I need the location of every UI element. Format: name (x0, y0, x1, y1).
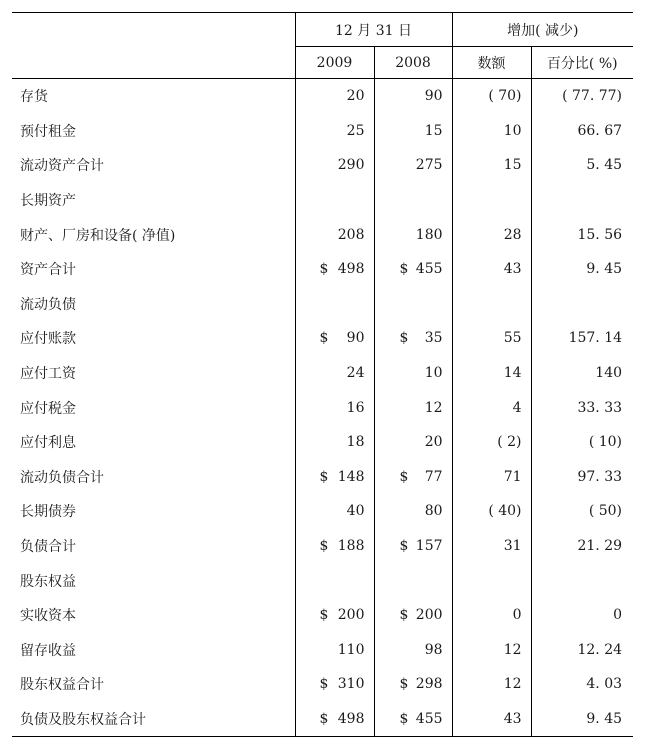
value-2009: 90 (346, 330, 365, 347)
value-2008: 455 (415, 710, 443, 727)
cell-change-percent: 9. 45 (531, 252, 633, 287)
cell-2009 (295, 287, 374, 322)
header-change-group: 增加( 减少) (452, 13, 633, 47)
cell-change-percent (531, 563, 633, 598)
value-2009: 25 (346, 122, 365, 139)
cell-change-percent: 66. 67 (531, 114, 633, 149)
table-row (12, 252, 633, 287)
cell-change-amount: 31 (452, 529, 531, 564)
value-2008: 10 (424, 365, 443, 382)
cell-2009 (295, 529, 374, 564)
cell-change-amount: ( 40) (452, 494, 531, 529)
cell-change-percent: 157. 14 (531, 321, 633, 356)
table-row (12, 183, 633, 218)
cell-2009 (295, 321, 374, 356)
currency-symbol: $ (319, 676, 329, 693)
value-2009: 200 (337, 607, 365, 624)
value-2009: 498 (337, 261, 365, 278)
currency-symbol: $ (399, 676, 409, 693)
cell-2009 (295, 390, 374, 425)
balance-sheet (12, 12, 633, 737)
cell-change-amount (452, 287, 531, 322)
cell-change-percent: 9. 45 (531, 702, 633, 737)
table-row (12, 356, 633, 391)
row-label: 流动负债合计 (20, 469, 104, 486)
currency-symbol: $ (399, 468, 409, 485)
header-2009: 2009 (295, 47, 374, 79)
cell-change-amount: 12 (452, 667, 531, 702)
row-label: 股东权益 (20, 573, 76, 590)
cell-2009 (295, 148, 374, 183)
row-label: 应付税金 (20, 400, 76, 417)
row-label: 长期债券 (20, 504, 76, 521)
cell-2009 (295, 252, 374, 287)
table-header (12, 13, 633, 79)
currency-symbol: $ (319, 538, 329, 555)
cell-2009 (295, 425, 374, 460)
value-2008: 98 (424, 641, 443, 658)
table-row (12, 287, 633, 322)
cell-change-amount: 43 (452, 252, 531, 287)
cell-2009 (295, 633, 374, 668)
cell-change-percent: 5. 45 (531, 148, 633, 183)
table-row (12, 79, 633, 114)
table-row (12, 667, 633, 702)
table-row (12, 425, 633, 460)
cell-2008 (374, 529, 452, 564)
row-label: 应付利息 (20, 435, 76, 452)
value-2009: 110 (337, 641, 365, 658)
comparative-balance-table (12, 12, 633, 737)
cell-2008 (374, 633, 452, 668)
cell-change-percent: 12. 24 (531, 633, 633, 668)
cell-change-amount: 43 (452, 702, 531, 737)
value-2008: 180 (415, 226, 443, 243)
cell-change-amount: 15 (452, 148, 531, 183)
value-2009: 208 (337, 226, 365, 243)
cell-2008 (374, 563, 452, 598)
cell-change-amount (452, 183, 531, 218)
cell-2009 (295, 667, 374, 702)
table-row (12, 494, 633, 529)
cell-2008 (374, 148, 452, 183)
row-label: 留存收益 (20, 642, 76, 659)
currency-symbol: $ (399, 261, 409, 278)
value-2009: 148 (337, 468, 365, 485)
cell-2009 (295, 356, 374, 391)
table-row (12, 633, 633, 668)
cell-change-percent: ( 50) (531, 494, 633, 529)
cell-2009 (295, 460, 374, 495)
row-label: 流动负债 (20, 296, 76, 313)
value-2009: 290 (337, 157, 365, 174)
row-label: 流动资产合计 (20, 158, 104, 175)
cell-change-percent: 4. 03 (531, 667, 633, 702)
cell-2009 (295, 114, 374, 149)
value-2008: 275 (415, 157, 443, 174)
cell-2009 (295, 79, 374, 114)
value-2008: 80 (424, 503, 443, 520)
header-date-group: 12 月 31 日 (295, 13, 452, 47)
value-2008: 35 (424, 330, 443, 347)
currency-symbol: $ (319, 607, 329, 624)
row-label: 长期资产 (20, 193, 76, 210)
cell-change-percent: 33. 33 (531, 390, 633, 425)
value-2008: 15 (424, 122, 443, 139)
cell-2008 (374, 287, 452, 322)
cell-change-percent: 21. 29 (531, 529, 633, 564)
header-blank (12, 13, 295, 47)
currency-symbol: $ (319, 468, 329, 485)
table-row (12, 390, 633, 425)
table-row (12, 217, 633, 252)
currency-symbol: $ (319, 710, 329, 727)
value-2008: 20 (424, 434, 443, 451)
table-row (12, 529, 633, 564)
cell-change-percent: 140 (531, 356, 633, 391)
table-row (12, 114, 633, 149)
cell-2009 (295, 217, 374, 252)
cell-change-percent: 97. 33 (531, 460, 633, 495)
cell-change-percent (531, 183, 633, 218)
table-row (12, 702, 633, 737)
value-2008: 455 (415, 261, 443, 278)
cell-change-amount: 0 (452, 598, 531, 633)
value-2009: 24 (346, 365, 365, 382)
currency-symbol: $ (399, 607, 409, 624)
header-blank-2 (12, 47, 295, 79)
value-2009: 40 (346, 503, 365, 520)
cell-2008 (374, 356, 452, 391)
value-2009: 20 (346, 88, 365, 105)
cell-change-amount: 55 (452, 321, 531, 356)
header-percent: 百分比( %) (531, 47, 633, 79)
value-2008: 90 (424, 88, 443, 105)
cell-2009 (295, 494, 374, 529)
cell-change-amount (452, 563, 531, 598)
cell-change-amount: 14 (452, 356, 531, 391)
row-label: 负债合计 (20, 539, 76, 556)
cell-change-amount: ( 70) (452, 79, 531, 114)
row-label: 应付工资 (20, 366, 76, 383)
currency-symbol: $ (399, 330, 409, 347)
value-2009: 16 (346, 399, 365, 416)
table-row (12, 460, 633, 495)
cell-change-percent: 15. 56 (531, 217, 633, 252)
currency-symbol: $ (319, 330, 329, 347)
value-2009: 18 (346, 434, 365, 451)
cell-change-percent: 0 (531, 598, 633, 633)
value-2009: 498 (337, 710, 365, 727)
header-amount: 数额 (452, 47, 531, 79)
table-row (12, 598, 633, 633)
cell-2008 (374, 252, 452, 287)
value-2008: 200 (415, 607, 443, 624)
value-2008: 77 (424, 468, 443, 485)
value-2009: 310 (337, 676, 365, 693)
cell-change-amount: ( 2) (452, 425, 531, 460)
cell-2008 (374, 183, 452, 218)
row-label: 预付租金 (20, 123, 76, 140)
table-row (12, 563, 633, 598)
cell-2008 (374, 598, 452, 633)
row-label: 存货 (20, 89, 48, 106)
cell-2008 (374, 321, 452, 356)
row-label: 应付账款 (20, 331, 76, 348)
row-label: 资产合计 (20, 262, 76, 279)
row-label: 实收资本 (20, 608, 76, 625)
cell-2008 (374, 217, 452, 252)
cell-change-amount: 4 (452, 390, 531, 425)
value-2008: 298 (415, 676, 443, 693)
cell-2008 (374, 460, 452, 495)
cell-2008 (374, 114, 452, 149)
cell-2008 (374, 425, 452, 460)
cell-2008 (374, 390, 452, 425)
cell-change-amount: 71 (452, 460, 531, 495)
cell-change-amount: 10 (452, 114, 531, 149)
cell-2009 (295, 183, 374, 218)
row-label: 负债及股东权益合计 (12, 702, 295, 737)
row-label: 财产、厂房和设备( 净值) (20, 227, 176, 244)
row-label: 股东权益合计 (20, 677, 104, 694)
cell-2008 (374, 702, 452, 737)
cell-2009 (295, 702, 374, 737)
cell-change-percent: ( 10) (531, 425, 633, 460)
value-2008: 157 (415, 538, 443, 555)
table-body (12, 79, 633, 737)
currency-symbol: $ (399, 538, 409, 555)
cell-2009 (295, 598, 374, 633)
value-2009: 188 (337, 538, 365, 555)
cell-change-percent: ( 77. 77) (531, 79, 633, 114)
cell-2008 (374, 79, 452, 114)
cell-2009 (295, 563, 374, 598)
cell-change-amount: 12 (452, 633, 531, 668)
currency-symbol: $ (319, 261, 329, 278)
header-2008: 2008 (374, 47, 452, 79)
table-row (12, 321, 633, 356)
currency-symbol: $ (399, 710, 409, 727)
cell-2008 (374, 667, 452, 702)
cell-change-percent (531, 287, 633, 322)
table-row (12, 148, 633, 183)
cell-2008 (374, 494, 452, 529)
value-2008: 12 (424, 399, 443, 416)
cell-change-amount: 28 (452, 217, 531, 252)
